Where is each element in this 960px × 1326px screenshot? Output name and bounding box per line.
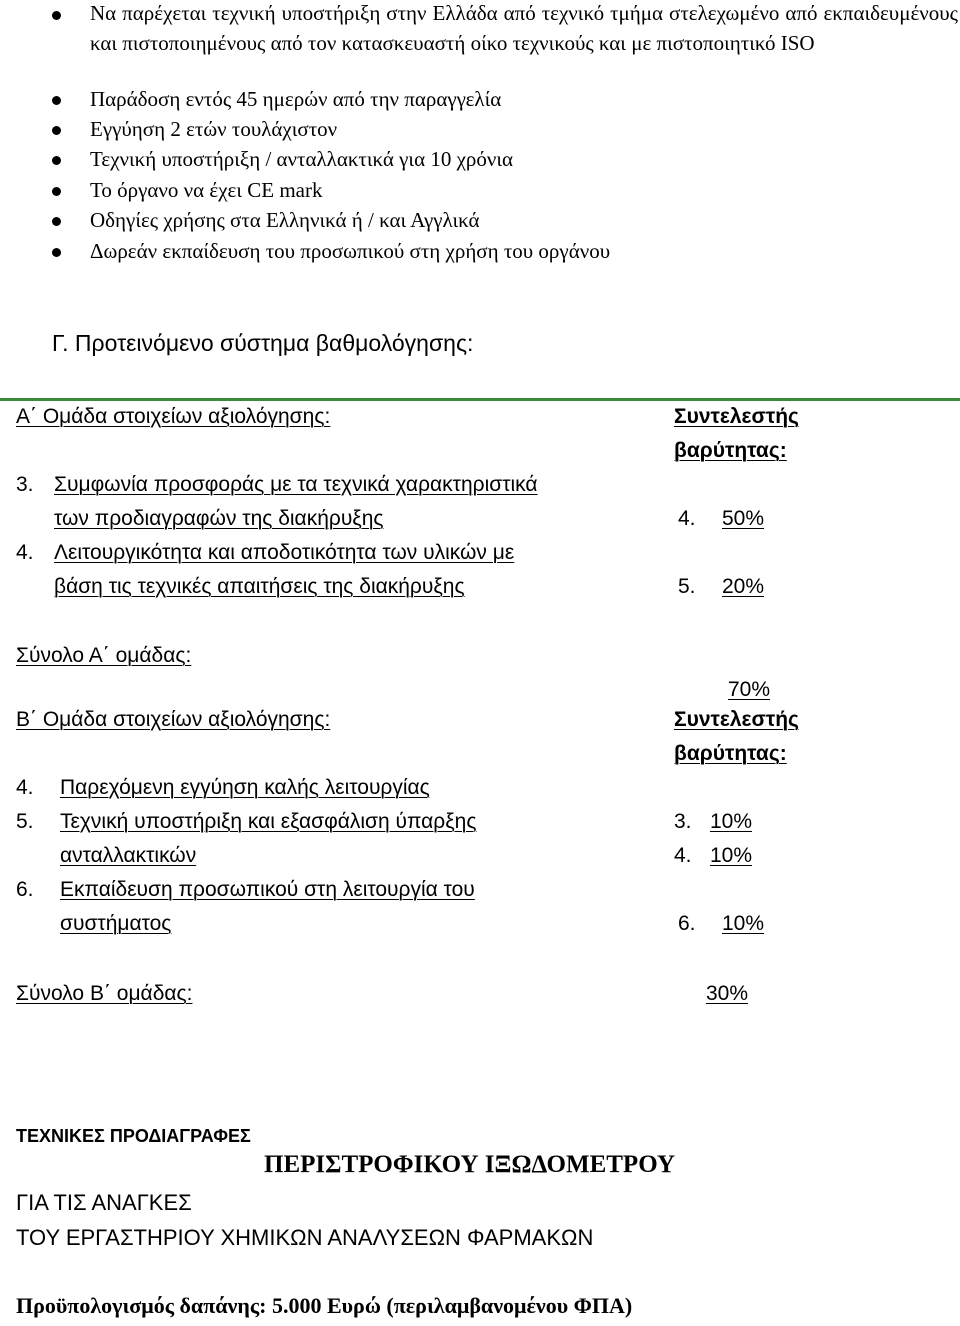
weight-value: 10%: [710, 810, 753, 833]
weight-value: 10%: [710, 844, 753, 867]
weight-number: 4.: [674, 844, 692, 867]
weight-value: 50%: [722, 507, 765, 530]
instrument-title: ΠΕΡΙΣΤΡΟΦΙΚΟΥ ΙΞΩΔΟΜΕΤΡΟΥ: [264, 1151, 676, 1178]
bullet-icon: [52, 96, 61, 105]
group-a-weight-heading: βαρύτητας:: [674, 439, 787, 462]
list-item: Παράδοση εντός 45 ημερών από την παραγγελία: [90, 87, 502, 111]
weight-number: 3.: [674, 810, 692, 833]
weight-number: 5.: [678, 575, 696, 598]
bullet-icon: [52, 156, 61, 165]
criterion-text: συστήματος: [60, 912, 172, 935]
group-b-total-value: 30%: [706, 982, 749, 1005]
list-item: Εγγύηση 2 ετών τουλάχιστον: [90, 117, 338, 141]
bullet-icon: [52, 217, 61, 226]
lab-name: ΤΟΥ ΕΡΓΑΣΤΗΡΙΟΥ ΧΗΜΙΚΩΝ ΑΝΑΛΥΣΕΩΝ ΦΑΡΜΑΚΩΝ: [16, 1225, 594, 1250]
criterion-text: Εκπαίδευση προσωπικού στη λειτουργία του: [60, 878, 475, 901]
group-a-total-label: Σύνολο Α΄ ομάδας:: [16, 644, 192, 667]
weight-value: 20%: [722, 575, 765, 598]
criterion-text: των προδιαγραφών της διακήρυξης: [54, 507, 384, 530]
criterion-text: Τεχνική υποστήριξη και εξασφάλιση ύπαρξης: [60, 810, 477, 833]
bullet-icon: [52, 187, 61, 196]
list-item: Τεχνική υποστήριξη / ανταλλακτικά για 10 χρόνια: [90, 147, 514, 171]
bullet-icon: [52, 248, 61, 257]
criterion-text: ανταλλακτικών: [60, 844, 197, 867]
list-item: Να παρέχεται τεχνική υποστήριξη στην Ελλάδα από τεχνικό τμήμα στελεχωμένο από εκπαιδευμένους και πιστοποιημένους από τον κατασκευαστή οίκο τεχνικούς και με πιστοποιητικό ISO: [90, 1, 958, 55]
list-item: Δωρεάν εκπαίδευση του προσωπικού στη χρήση του οργάνου: [90, 239, 611, 263]
group-b-total-label: Σύνολο Β΄ ομάδας:: [16, 982, 193, 1005]
item-number: 3.: [16, 473, 34, 496]
item-number: 6.: [16, 878, 34, 901]
item-number: 4.: [16, 541, 34, 564]
bullet-icon: [52, 126, 61, 135]
criterion-text: Συμφωνία προσφοράς με τα τεχνικά χαρακτηριστικά: [54, 473, 538, 496]
group-b-weight-heading: Συντελεστής: [674, 708, 799, 731]
criterion-text: Παρεχόμενη εγγύηση καλής λειτουργίας: [60, 776, 430, 799]
criterion-text: Λειτουργικότητα και αποδοτικότητα των υλικών με: [54, 541, 515, 564]
specs-purpose: ΓΙΑ ΤΙΣ ΑΝΑΓΚΕΣ: [16, 1190, 192, 1215]
weight-number: 6.: [678, 912, 696, 935]
group-a-total-value: 70%: [727, 678, 770, 701]
item-number: 4.: [16, 776, 34, 799]
criterion-text: βάση τις τεχνικές απαιτήσεις της διακήρυξης: [54, 575, 465, 598]
list-item: Οδηγίες χρήσης στα Ελληνικά ή / και Αγγλικά: [90, 208, 480, 232]
list-item: Το όργανο να έχει CE mark: [90, 178, 323, 202]
weight-value: 10%: [722, 912, 765, 935]
specs-heading: ΤΕΧΝΙΚΕΣ ΠΡΟΔΙΑΓΡΑΦΕΣ: [16, 1126, 251, 1146]
group-b-heading: Β΄ Ομάδα στοιχείων αξιολόγησης:: [16, 708, 331, 731]
group-a-heading: Α΄ Ομάδα στοιχείων αξιολόγησης:: [16, 405, 331, 428]
budget-line: Προϋπολογισμός δαπάνης: 5.000 Ευρώ (περιλαμβανομένου ΦΠΑ): [16, 1293, 633, 1318]
weight-number: 4.: [678, 507, 696, 530]
group-b-weight-heading: βαρύτητας:: [674, 742, 787, 765]
item-number: 5.: [16, 810, 34, 833]
section-title: Γ. Προτεινόμενο σύστημα βαθμολόγησης:: [52, 330, 474, 356]
bullet-icon: [52, 11, 61, 20]
group-a-weight-heading: Συντελεστής: [674, 405, 799, 428]
